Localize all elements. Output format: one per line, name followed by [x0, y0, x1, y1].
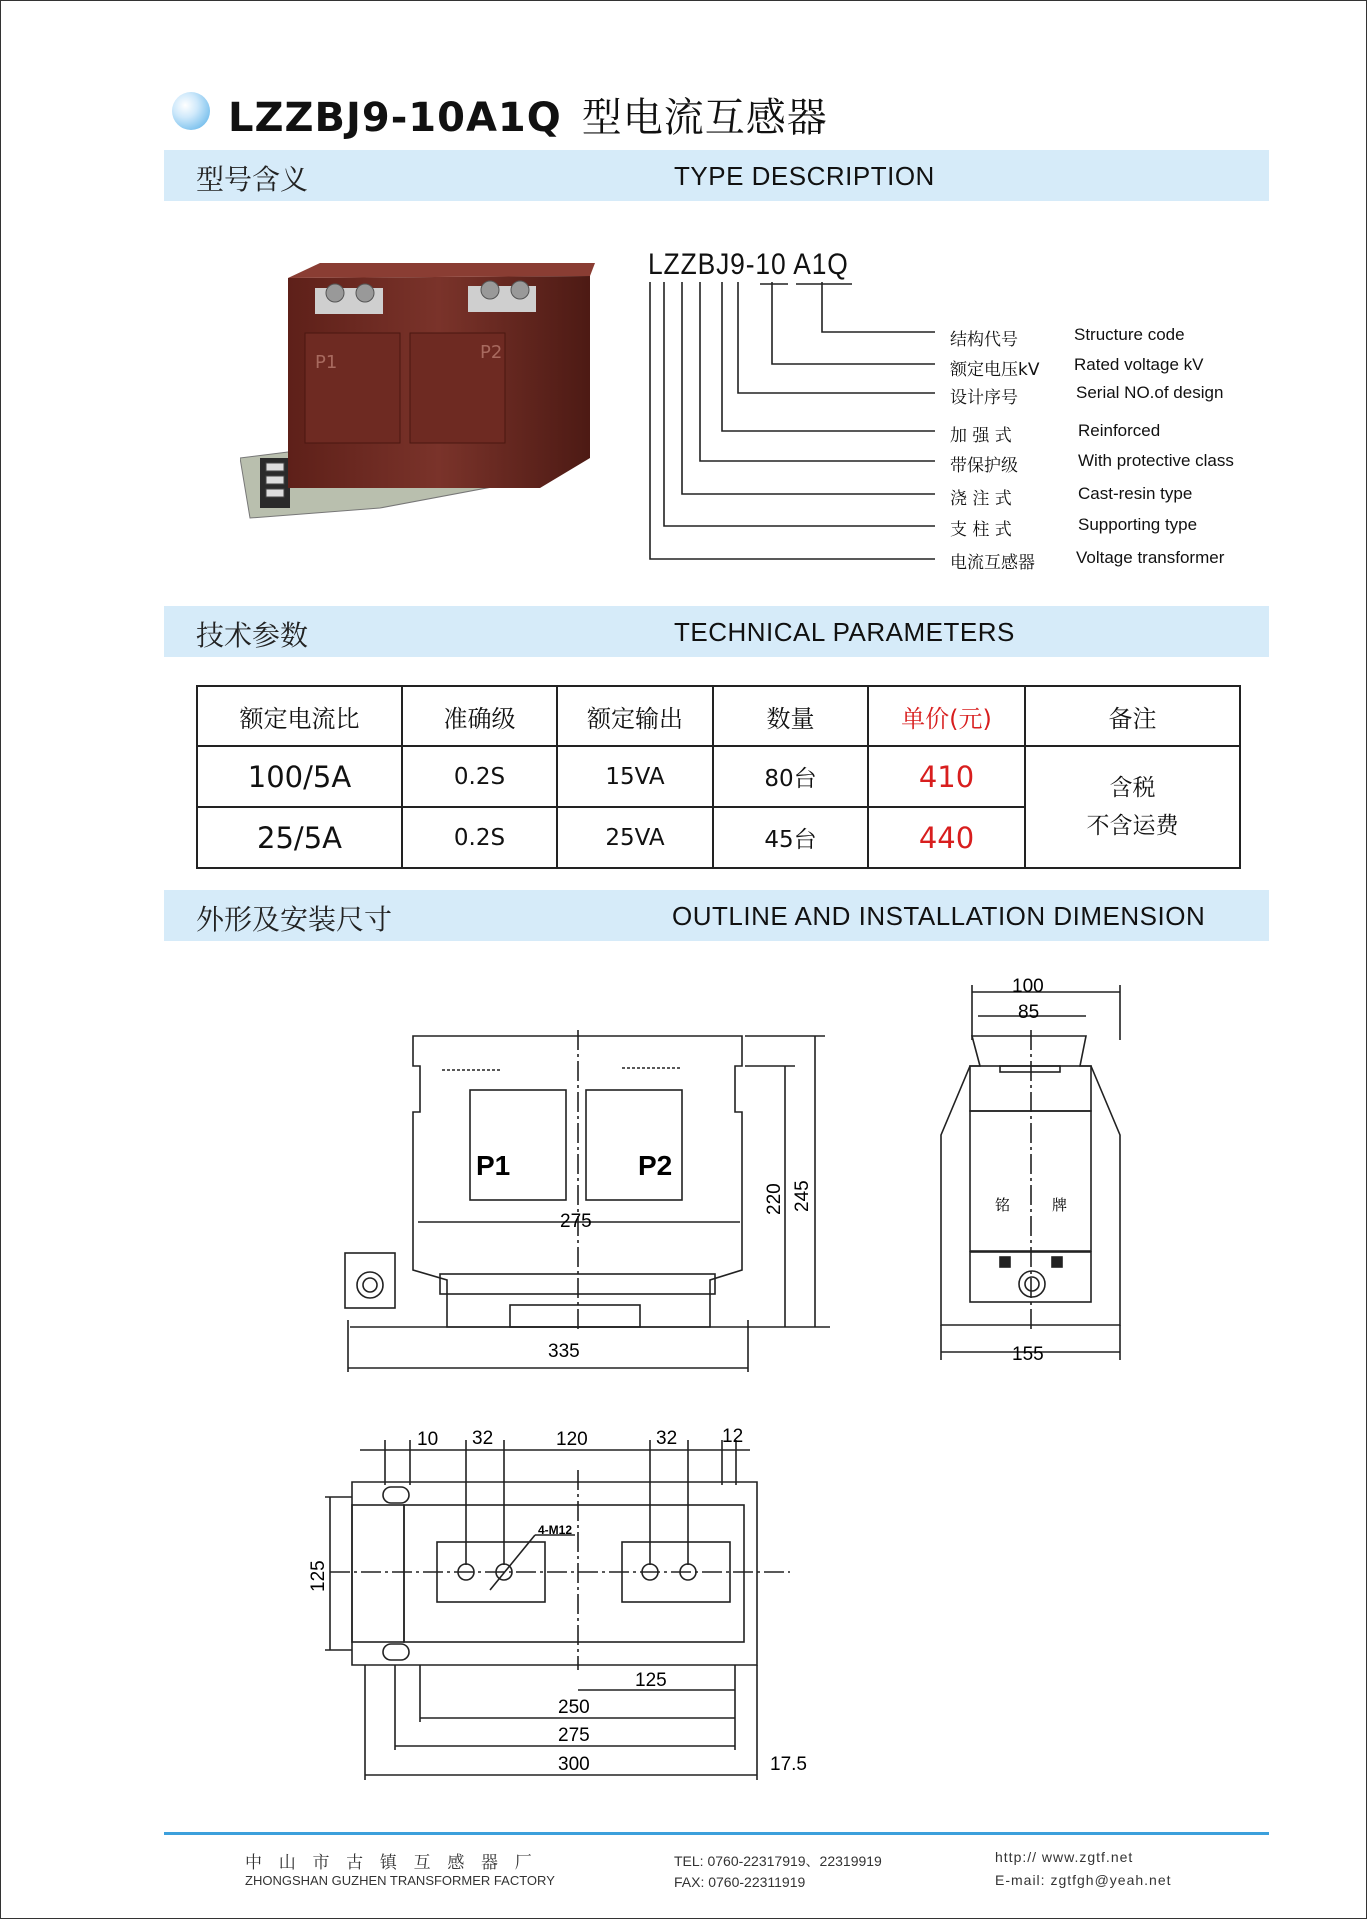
cell-ratio: 25/5A: [197, 807, 402, 868]
header-accuracy: 准确级: [402, 686, 557, 746]
dim-32-right: 32: [656, 1428, 678, 1449]
dim-125-vertical: 125: [308, 1560, 329, 1592]
cell-output: 15VA: [557, 746, 713, 807]
section-outline-band: [164, 890, 1269, 941]
dim-17-5: 17.5: [770, 1754, 807, 1775]
cell-qty: 45台: [713, 807, 868, 868]
dim-12: 12: [722, 1426, 744, 1447]
dim-245: 245: [792, 1180, 813, 1212]
website-link[interactable]: http:// www.zgtf.net: [995, 1849, 1134, 1865]
cell-ratio: 100/5A: [197, 746, 402, 807]
dim-300: 300: [558, 1754, 590, 1775]
front-view: [345, 1030, 830, 1372]
product-photo: [240, 258, 610, 568]
cell-price: 410: [868, 746, 1025, 807]
footer-divider: [164, 1832, 1269, 1835]
outline-drawings: [300, 960, 1180, 1790]
section-tech-band: [164, 606, 1269, 657]
nameplate-char1: 铭: [995, 1197, 1011, 1214]
dim-275-top: 275: [558, 1725, 590, 1746]
header-qty: 数量: [713, 686, 868, 746]
side-view: [941, 985, 1120, 1360]
remark-line1: 含税: [1109, 775, 1156, 801]
cell-remark: [1025, 746, 1240, 868]
header-remark: 备注: [1025, 686, 1240, 746]
section-tech-en: TECHNICAL PARAMETERS: [674, 617, 1015, 647]
dim-220: 220: [764, 1183, 785, 1215]
photo-p1-label: P1: [315, 352, 338, 373]
section-type-en: TYPE DESCRIPTION: [674, 161, 935, 191]
dim-155: 155: [1012, 1344, 1044, 1365]
dim-335: 335: [548, 1341, 580, 1362]
dim-10: 10: [417, 1429, 439, 1450]
front-p2-label: P2: [638, 1150, 673, 1181]
nameplate-char2: 牌: [1052, 1197, 1068, 1214]
dim-85: 85: [1018, 1002, 1040, 1023]
section-outline-cn: 外形及安装尺寸: [196, 903, 393, 936]
header-output: 额定输出: [557, 686, 713, 746]
dim-125: 125: [635, 1670, 667, 1691]
cell-accuracy: 0.2S: [402, 746, 557, 807]
section-outline-en: OUTLINE AND INSTALLATION DIMENSION: [672, 901, 1206, 931]
dim-250: 250: [558, 1697, 590, 1718]
tel: TEL: 0760-22317919、22319919: [674, 1853, 882, 1869]
cell-output: 25VA: [557, 807, 713, 868]
section-tech-cn: 技术参数: [196, 619, 309, 652]
dim-120: 120: [556, 1429, 588, 1450]
email-link[interactable]: E-mail: zgtfgh@yeah.net: [995, 1872, 1172, 1888]
fax: FAX: 0760-22311919: [674, 1874, 806, 1890]
section-type-cn: 型号含义: [196, 163, 309, 196]
front-p1-label: P1: [476, 1150, 511, 1181]
dim-100: 100: [1012, 976, 1044, 997]
company-name-cn: 中 山 市 古 镇 互 感 器 厂: [245, 1853, 538, 1872]
cell-accuracy: 0.2S: [402, 807, 557, 868]
header-ratio: 额定电流比: [197, 686, 402, 746]
parameters-table: [196, 685, 1241, 869]
remark-line2: 不含运费: [1086, 813, 1179, 839]
model-name: LZZBJ9-10A1Q: [228, 95, 562, 141]
dim-32-left: 32: [472, 1428, 494, 1449]
dim-275-front: 275: [560, 1211, 592, 1232]
table-header-row: [197, 686, 1240, 746]
type-code: LZZBJ9-10 A1Q: [648, 248, 849, 281]
company-name-en: ZHONGSHAN GUZHEN TRANSFORMER FACTORY: [245, 1873, 555, 1888]
title-bullet-icon: [172, 92, 210, 130]
cell-qty: 80台: [713, 746, 868, 807]
table-row: [197, 746, 1240, 807]
header-price: 单价(元): [868, 686, 1025, 746]
section-type-band: [164, 150, 1269, 201]
bolt-spec: 4-M12: [538, 1523, 573, 1537]
cell-price: 440: [868, 807, 1025, 868]
page-title: [228, 86, 828, 143]
photo-p2-label: P2: [480, 342, 503, 363]
title-cn: 型电流互感器: [581, 95, 828, 141]
